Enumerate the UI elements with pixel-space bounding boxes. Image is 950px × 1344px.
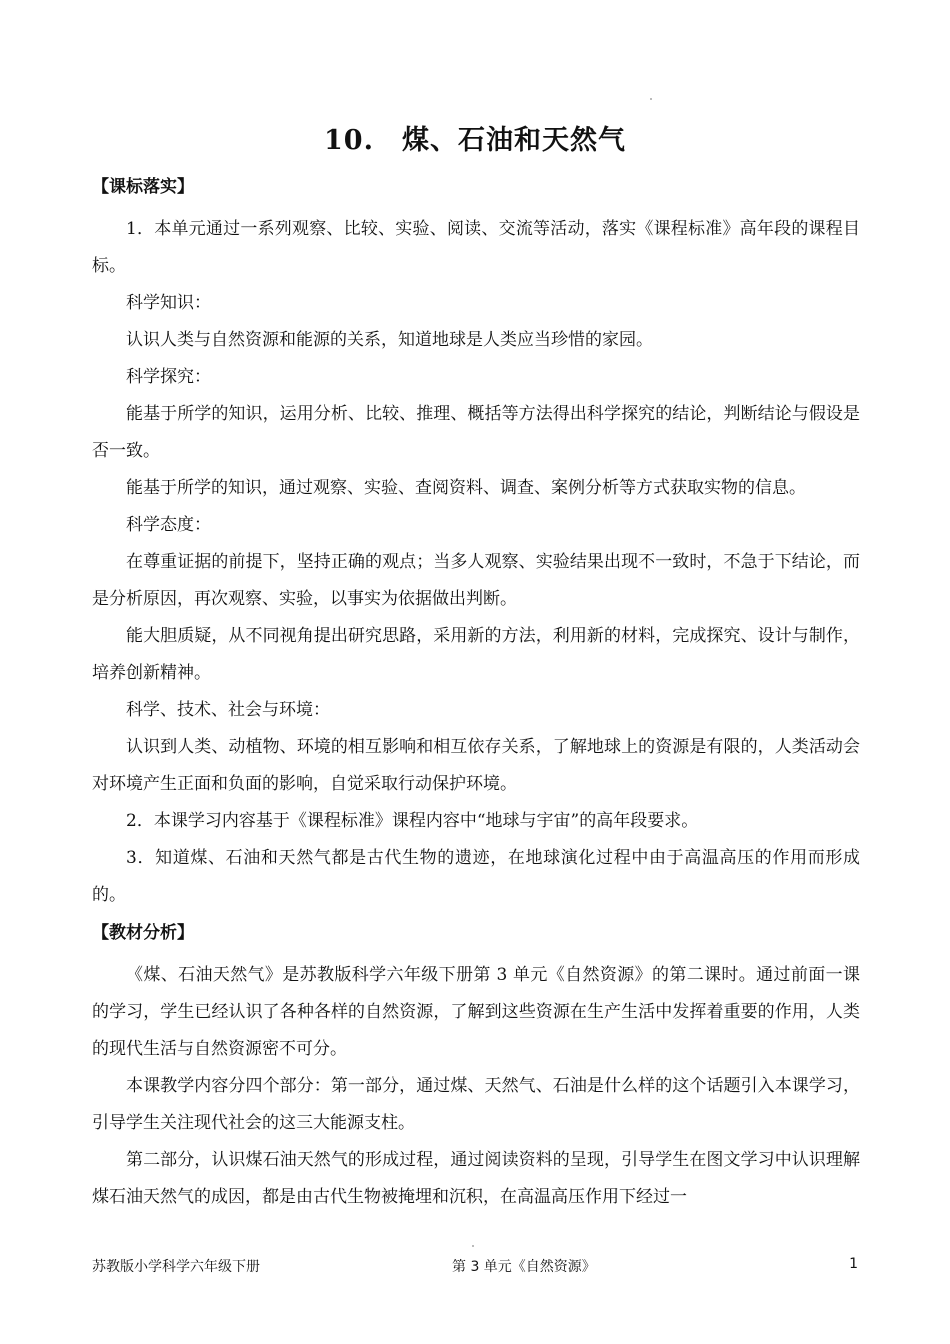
document-body bbox=[92, 174, 860, 1216]
page-title bbox=[0, 118, 950, 157]
paragraph: 在尊重证据的前提下，坚持正确的观点；当多人观察、实验结果出现不一致时，不急于下结论，而是分析原因，再次观察、实验，以事实为依据做出判断。 bbox=[92, 552, 860, 609]
paragraph: 本课教学内容分四个部分：第一部分，通过煤、天然气、石油是什么样的这个话题引入本课学习，引导学生关注现代社会的这三大能源支柱。 bbox=[92, 1076, 860, 1133]
subheading-sts: 科学、技术、社会与环境： bbox=[126, 700, 330, 720]
paragraph: 能基于所学的知识，通过观察、实验、查阅资料、调查、案例分析等方式获取实物的信息。 bbox=[126, 478, 806, 498]
paragraph: 第二部分，认识煤石油天然气的形成过程，通过阅读资料的呈现，引导学生在图文学习中认识理解煤石油天然气的成因，都是由古代生物被掩埋和沉积，在高温高压作用下经过一 bbox=[92, 1150, 860, 1207]
paragraph: 认识人类与自然资源和能源的关系，知道地球是人类应当珍惜的家园。 bbox=[126, 330, 653, 350]
scan-dot bbox=[472, 1245, 474, 1247]
title-text: 煤、石油和天然气 bbox=[401, 125, 626, 156]
footer-book-title: 苏教版小学科学六年级下册 bbox=[92, 1259, 260, 1275]
paragraph: 认识到人类、动植物、环境的相互影响和相互依存关系，了解地球上的资源是有限的，人类活动会对环境产生正面和负面的影响，自觉采取行动保护环境。 bbox=[92, 737, 860, 794]
paragraph: 2．本课学习内容基于《课程标准》课程内容中“地球与宇宙”的高年段要求。 bbox=[126, 811, 699, 831]
paragraph: 《煤、石油天然气》是苏教版科学六年级下册第 3 单元《自然资源》的第二课时。通过前面一课的学习，学生已经认识了各种各样的自然资源，了解到这些资源在生产生活中发挥着重要的作用，人类的现代生活与自然资源密不可分。 bbox=[92, 965, 860, 1059]
paragraph: 能基于所学的知识，运用分析、比较、推理、概括等方法得出科学探究的结论，判断结论与假设是否一致。 bbox=[92, 404, 860, 461]
subheading-inquiry: 科学探究： bbox=[126, 367, 211, 387]
paragraph: 1．本单元通过一系列观察、比较、实验、阅读、交流等活动，落实《课程标准》高年段的课程目标。 bbox=[92, 219, 860, 276]
subheading-knowledge: 科学知识： bbox=[126, 293, 211, 313]
section-heading-standards: 【课标落实】 bbox=[92, 177, 194, 197]
paragraph: 能大胆质疑，从不同视角提出研究思路，采用新的方法，利用新的材料，完成探究、设计与制作，培养创新精神。 bbox=[92, 626, 860, 683]
subheading-attitude: 科学态度： bbox=[126, 515, 211, 535]
scan-dot bbox=[650, 98, 652, 100]
section-heading-analysis: 【教材分析】 bbox=[92, 923, 194, 943]
paragraph: 3．知道煤、石油和天然气都是古代生物的遗迹，在地球演化过程中由于高温高压的作用而形成的。 bbox=[92, 848, 860, 905]
page-footer bbox=[92, 1256, 858, 1278]
title-number: 10. bbox=[324, 125, 374, 156]
page-number: 1 bbox=[849, 1256, 858, 1272]
footer-unit: 第 3 单元《自然资源》 bbox=[452, 1259, 596, 1275]
